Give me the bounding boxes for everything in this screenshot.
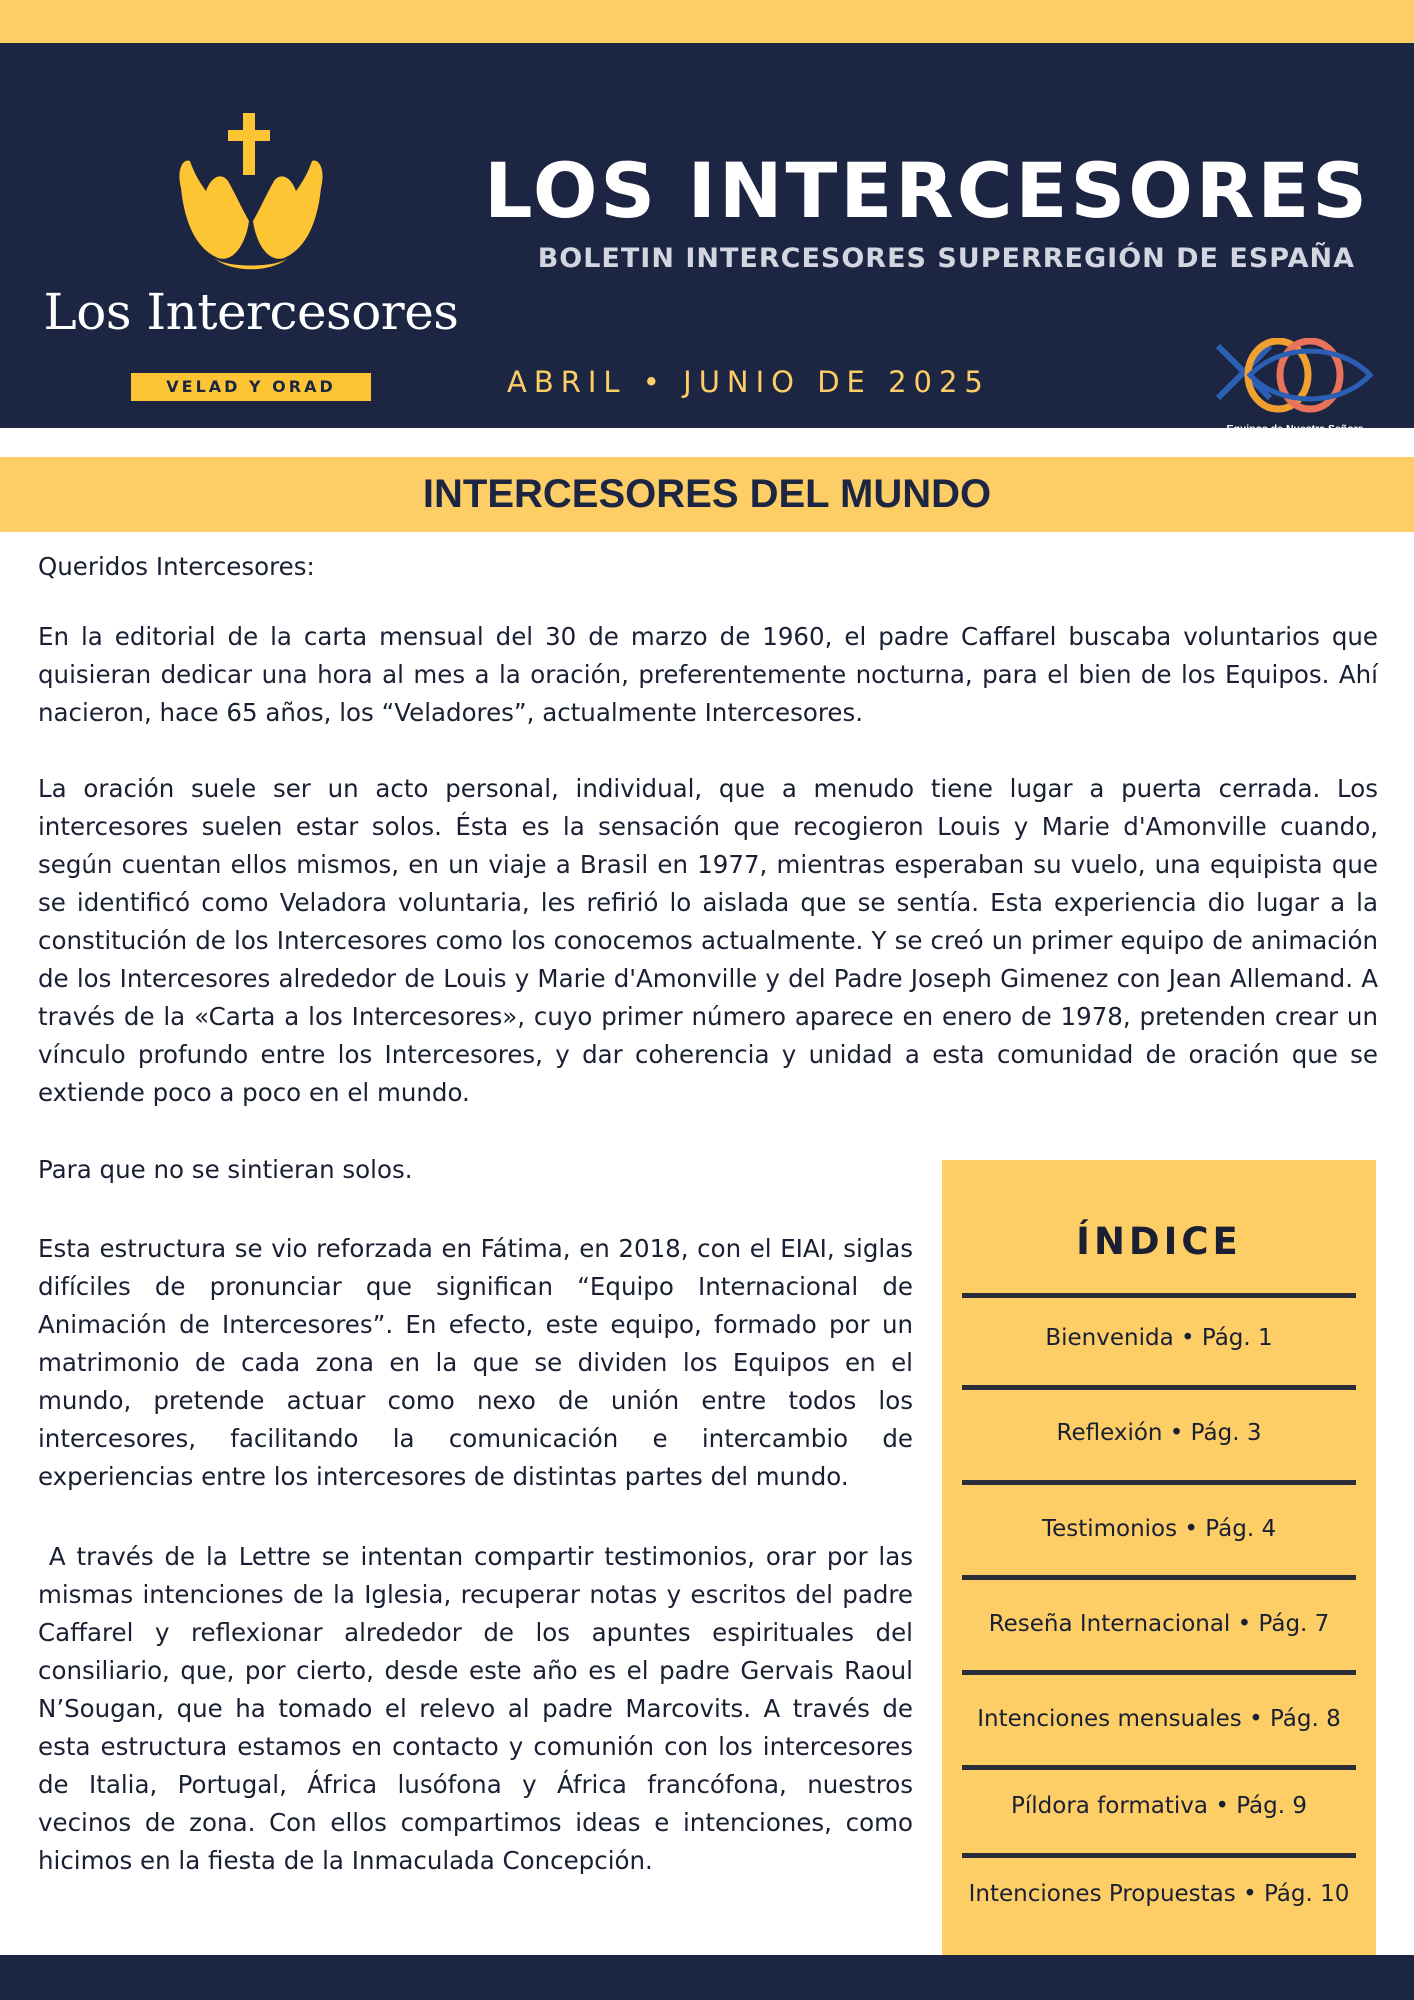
paragraph-3: Para que no se sintieran solos.: [38, 1155, 413, 1184]
section-band: [0, 457, 1414, 532]
intercesores-logo: [36, 113, 466, 396]
newsletter-title: LOS INTERCESORES: [484, 146, 1370, 235]
greeting: Queridos Intercesores:: [38, 552, 315, 581]
logo-name: Los Intercesores: [43, 283, 459, 341]
equipos-caption-line2: Superregión de España: [1236, 435, 1354, 447]
paragraph-2: La oración suele ser un acto personal, individual, que a menudo tiene lugar a puerta cerrada. Los intercesores suelen estar solos. Ésta es la sensación que recogieron Louis y Marie d'Amonville cuando, según cuentan ellos mismos, en un viaje a Brasil en 1977, mientras esperaban su vuelo, una equipista que se identificó como Veladora voluntaria, les refirió lo aislada que se sentía. Esta experiencia dio lugar a la constitución de los Intercesores como los conocemos actualmente. Y se creó un primer equipo de animación de los Intercesores alrededor de Louis y Marie d'Amonville y del Padre Joseph Gimenez con Jean Allemand. A través de la «Carta a los Intercesores», cuyo primer número aparece en enero de 1978, pretenden crear un vínculo profundo entre los Intercesores, y dar coherencia y unidad a esta comunidad de oración que se extiende poco a poco en el mundo.: [38, 774, 1378, 1107]
index-item-intenciones-mensuales[interactable]: Intenciones mensuales • Pág. 8: [977, 1706, 1341, 1732]
paragraph-1: En la editorial de la carta mensual del 30 de marzo de 1960, el padre Caffarel buscaba voluntarios que quisieran dedicar una hora al mes a la oración, preferentemente nocturna, para el bien de los Equipos. Ahí nacieron, hace 65 años, los “Veladores”, actualmente Intercesores.: [38, 622, 1378, 727]
index-divider: [962, 1853, 1356, 1858]
equipos-caption-line1: Equipos de Nuestra Señora: [1226, 423, 1364, 435]
index-item-pildora[interactable]: Píldora formativa • Pág. 9: [1011, 1793, 1307, 1819]
index-item-testimonios[interactable]: Testimonios • Pág. 4: [1041, 1516, 1277, 1542]
index-divider: [962, 1385, 1356, 1390]
index-item-reflexion[interactable]: Reflexión • Pág. 3: [1056, 1420, 1262, 1446]
index-divider: [962, 1293, 1356, 1298]
logo-tagline: VELAD Y ORAD: [131, 373, 371, 401]
index-divider: [962, 1575, 1356, 1580]
equipos-caption: [1210, 423, 1380, 447]
index-divider: [962, 1670, 1356, 1675]
equipos-logo: [1210, 338, 1380, 458]
equipos-rings-icon: [1210, 338, 1380, 423]
index-box: [942, 1160, 1376, 1955]
paragraph-5: A través de la Lettre se intentan compartir testimonios, orar por las mismas intenciones de la Iglesia, recuperar notas y escritos del padre Caffarel y reflexionar alrededor de los apuntes espirituales del consiliario, que, por cierto, desde este año es el padre Gervais Raoul N’Sougan, que ha tomado el relevo al padre Marcovits. A través de esta estructura estamos en contacto y comunión con los intercesores de Italia, Portugal, África lusófona y África francófona, nuestros vecinos de zona. Con ellos compartimos ideas e intenciones, como hicimos en la fiesta de la Inmaculada Concepción.: [38, 1542, 921, 1875]
section-title: INTERCESORES DEL MUNDO: [422, 472, 992, 516]
top-stripe: [0, 0, 1414, 43]
index-divider: [962, 1480, 1356, 1485]
newsletter-subtitle: BOLETIN INTERCESORES SUPERREGIÓN DE ESPAÑA: [537, 243, 1355, 274]
index-item-resena[interactable]: Reseña Internacional • Pág. 7: [988, 1611, 1330, 1637]
index-item-bienvenida[interactable]: Bienvenida • Pág. 1: [1045, 1325, 1273, 1351]
header-banner: [0, 43, 1414, 447]
index-divider: [962, 1765, 1356, 1770]
index-title: ÍNDICE: [1076, 1220, 1242, 1263]
praying-hands-cross-icon: [176, 113, 326, 278]
index-item-intenciones-propuestas[interactable]: Intenciones Propuestas • Pág. 10: [968, 1881, 1350, 1907]
footer-bar: [0, 1955, 1414, 2000]
paragraph-4: Esta estructura se vio reforzada en Fátima, en 2018, con el EIAI, siglas difíciles de pronunciar que significan “Equipo Internacional de Animación de Intercesores”. En efecto, este equipo, formado por un matrimonio de cada zona en la que se dividen los Equipos en el mundo, pretende actuar como nexo de unión entre todos los intercesores, facilitando la comunicación e intercambio de experiencias entre los intercesores de distintas partes del mundo.: [38, 1234, 913, 1491]
issue-date: ABRIL • JUNIO DE 2025: [507, 365, 990, 399]
